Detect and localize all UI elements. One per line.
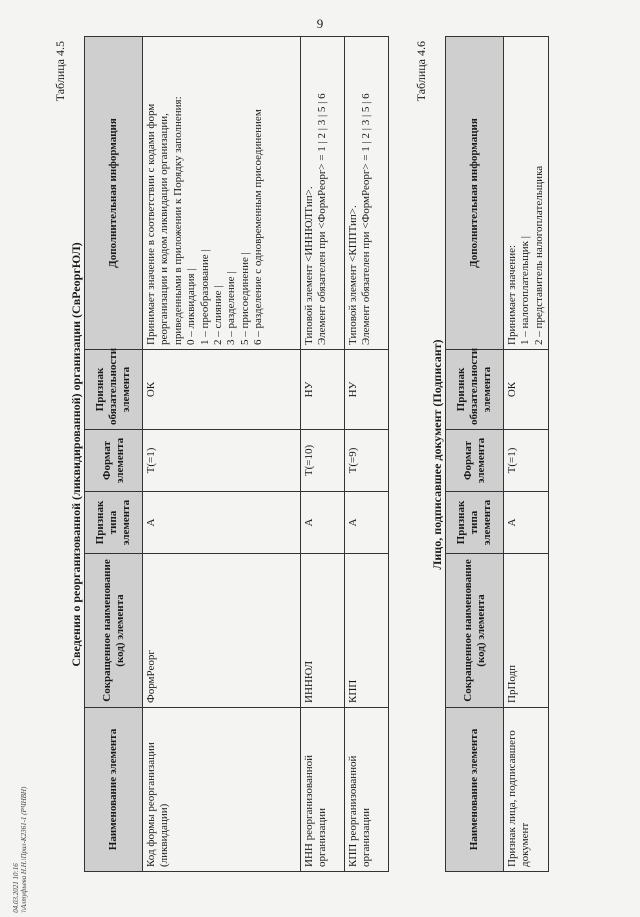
table-row: [345, 37, 389, 872]
stamp-line: 04.03.2021 10:16: [12, 863, 20, 913]
header-name: Наименование элемента: [85, 708, 143, 872]
cell-required: ОК: [504, 350, 549, 430]
header-type: Признак типа элемента: [446, 492, 504, 554]
table-4-5: [84, 36, 389, 872]
info-line: 6 – разделение с одновременным присоединением: [252, 109, 265, 345]
info-line: Элемент обязателен при <ФормРеорг> = 1 | 2 | 3 | 5 | 6: [316, 93, 329, 345]
info-line: Принимает значение:: [506, 244, 518, 345]
cell-required: НУ: [345, 350, 389, 430]
table-row: [504, 37, 549, 872]
header-required: Признак обязательности элемента: [446, 350, 504, 430]
info-line: 2 – слияние |: [212, 285, 225, 345]
cell-format: T(=9): [345, 430, 389, 492]
info-line: 3 – разделение |: [225, 271, 238, 345]
cell-format: T(=1): [504, 430, 549, 492]
cell-type: А: [301, 492, 345, 554]
info-line: Типовой элемент <КППТип>.: [347, 205, 359, 345]
header-code: Сокращенное наименование (код) элемента: [446, 554, 504, 708]
info-line: 1 – налогоплательщик |: [519, 236, 532, 345]
cell-name: ИНН реорганизованной организации: [301, 708, 345, 872]
table-4-6-header-row: [446, 37, 504, 872]
cell-format: T(=1): [143, 430, 301, 492]
cell-required: ОК: [143, 350, 301, 430]
cell-info: [345, 37, 389, 350]
cell-required: НУ: [301, 350, 345, 430]
table-row: [301, 37, 345, 872]
header-code: Сокращенное наименование (код) элемента: [85, 554, 143, 708]
header-info: Дополнительная информация: [85, 37, 143, 350]
table-4-6: [445, 36, 549, 872]
info-line: 2 – представитель налогоплательщика: [532, 165, 545, 345]
table-4-6-caption: Лицо, подписавшее документ (Подписант): [430, 339, 444, 570]
cell-type: А: [504, 492, 549, 554]
cell-info: [301, 37, 345, 350]
header-type: Признак типа элемента: [85, 492, 143, 554]
cell-type: А: [143, 492, 301, 554]
cell-code: ФормРеорг: [143, 554, 301, 708]
info-line: Элемент обязателен при <ФормРеорг> = 1 | 2 | 3 | 5 | 6: [360, 93, 373, 345]
cell-name: Код формы реорганизации (ликвидации): [143, 708, 301, 872]
table-row: [143, 37, 301, 872]
cell-format: T(=10): [301, 430, 345, 492]
header-name: Наименование элемента: [446, 708, 504, 872]
header-required: Признак обязательности элемента: [85, 350, 143, 430]
page-number: 9: [316, 16, 324, 31]
info-line: 5 – присоединение |: [238, 252, 251, 345]
info-line: 0 – ликвидация |: [185, 268, 198, 345]
info-line: Типовой элемент <ИННЮЛТип>.: [303, 186, 315, 345]
info-line: 1 – преобразование |: [198, 249, 211, 345]
cell-info: [504, 37, 549, 350]
info-line: Принимает значение в соответствии с кодами форм реорганизации и кодом ликвидации организации, приведенными в приложении к Порядку заполнения:: [145, 96, 184, 345]
landscape-content: [52, 37, 604, 872]
header-info: Дополнительная информация: [446, 37, 504, 350]
cell-type: А: [345, 492, 389, 554]
table-4-5-number: Таблица 4.5: [53, 41, 67, 102]
stamp-line: \\Алтуфьева Н.Н.\Прил-К2361-1 (РЧНВН): [20, 786, 29, 913]
header-format: Формат элемента: [446, 430, 504, 492]
table-4-5-header-row: [85, 37, 143, 872]
cell-info: [143, 37, 301, 350]
cell-code: ИННЮЛ: [301, 554, 345, 708]
table-4-6-number: Таблица 4.6: [414, 41, 428, 102]
cell-code: КПП: [345, 554, 389, 708]
print-stamp: [12, 713, 29, 913]
cell-name: Признак лица, подписавшего документ: [504, 708, 549, 872]
header-format: Формат элемента: [85, 430, 143, 492]
table-4-5-caption: Сведения о реорганизованной (ликвидированной) организации (СвРеоргЮЛ): [69, 242, 83, 667]
cell-name: КПП реорганизованной организации: [345, 708, 389, 872]
cell-code: ПрПодп: [504, 554, 549, 708]
